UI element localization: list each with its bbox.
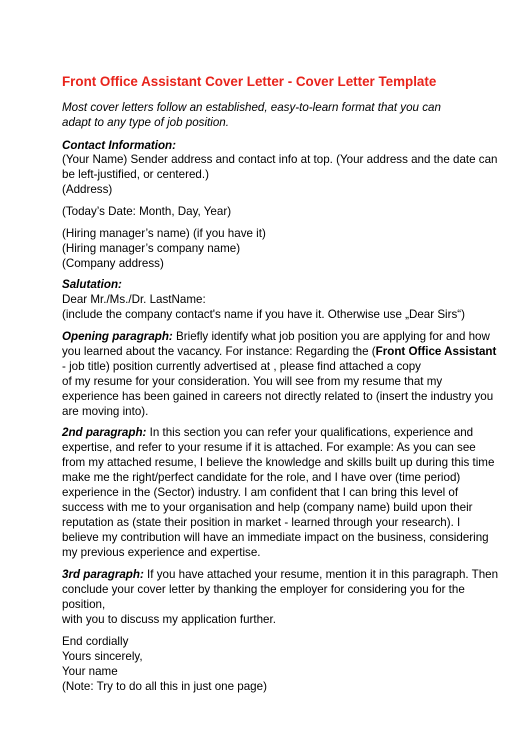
opening-paragraph-line: - job title) position currently advertised at , please find attached a copy — [62, 360, 421, 373]
opening-label: Opening paragraph: — [62, 330, 173, 343]
contact-line: (Address) — [62, 183, 113, 196]
intro-text: Most cover letters follow an established, easy-to-learn format that you can adapt to any type of job position. — [62, 101, 441, 129]
salutation-line: Dear Mr./Ms./Dr. LastName: — [62, 293, 206, 306]
second-paragraph-line: 2nd paragraph: In this section you can refer your qualifications, experience and — [62, 426, 474, 439]
second-paragraph-label: 2nd paragraph: — [62, 426, 147, 439]
second-paragraph-line: believe my contribution will have an immediate impact on the business, considering — [62, 531, 489, 544]
second-paragraph-line: experience in the (Sector) industry. I am confident that I can bring this level of — [62, 486, 459, 499]
salutation-line: (include the company contact's name if you have it. Otherwise use „Dear Sirs“) — [62, 308, 466, 321]
opening-paragraph-line: are moving into). — [62, 405, 149, 418]
opening-paragraph-line: experience has been gained in careers not directly related to (insert the industry you — [62, 390, 494, 403]
second-paragraph-line: my previous experience and expertise. — [62, 546, 261, 559]
contact-heading: Contact Information: — [62, 139, 176, 152]
second-paragraph-line: success with me to your organisation and help (company name) build upon their — [62, 501, 473, 514]
second-paragraph-line: expertise, and refer to your resume if it is attached. For example: As you can see — [62, 441, 476, 454]
contact-line: (Your Name) Sender address and contact info at top. (Your address and the date can — [62, 153, 498, 166]
closing-line: End cordially — [62, 635, 129, 648]
third-paragraph-label: 3rd paragraph: — [62, 568, 144, 581]
opening-paragraph-line: you learned about the vacancy. For instance: Regarding the (Front Office Assistant — [62, 345, 497, 358]
third-paragraph-line: position, — [62, 598, 106, 611]
second-paragraph-line: from my attached resume, I believe the knowledge and skills built up during this time — [62, 456, 495, 469]
date-line: (Today’s Date: Month, Day, Year) — [62, 205, 232, 218]
third-paragraph-line: 3rd paragraph: If you have attached your resume, mention it in this paragraph. Then — [62, 568, 499, 581]
hiring-line: (Company address) — [62, 257, 164, 270]
hiring-line: (Hiring manager’s name) (if you have it) — [62, 227, 266, 240]
salutation-heading: Salutation: — [62, 278, 122, 291]
closing-line: Yours sincerely, — [62, 650, 143, 663]
job-title-bold: Front Office Assistant — [375, 345, 497, 358]
closing-line: (Note: Try to do all this in just one page) — [62, 680, 267, 693]
second-paragraph-line: reputation as (state their position in market - learned through your research). I — [62, 516, 461, 529]
second-paragraph-line: make me the right/perfect candidate for the role, and I have over (time period) — [62, 471, 461, 484]
third-paragraph-line: conclude your cover letter by thanking the employer for considering you for the — [62, 583, 465, 596]
opening-paragraph-line: Opening paragraph: Briefly identify what job position you are applying for and how — [62, 330, 490, 343]
hiring-line: (Hiring manager’s company name) — [62, 242, 241, 255]
third-paragraph-line: with you to discuss my application further. — [62, 613, 276, 626]
opening-paragraph-line: of my resume for your consideration. You will see from my resume that my — [62, 375, 443, 388]
contact-line: be left-justified, or centered.) — [62, 168, 209, 181]
closing-line: Your name — [62, 665, 118, 678]
document-title: Front Office Assistant Cover Letter - Cover Letter Template — [62, 74, 437, 89]
